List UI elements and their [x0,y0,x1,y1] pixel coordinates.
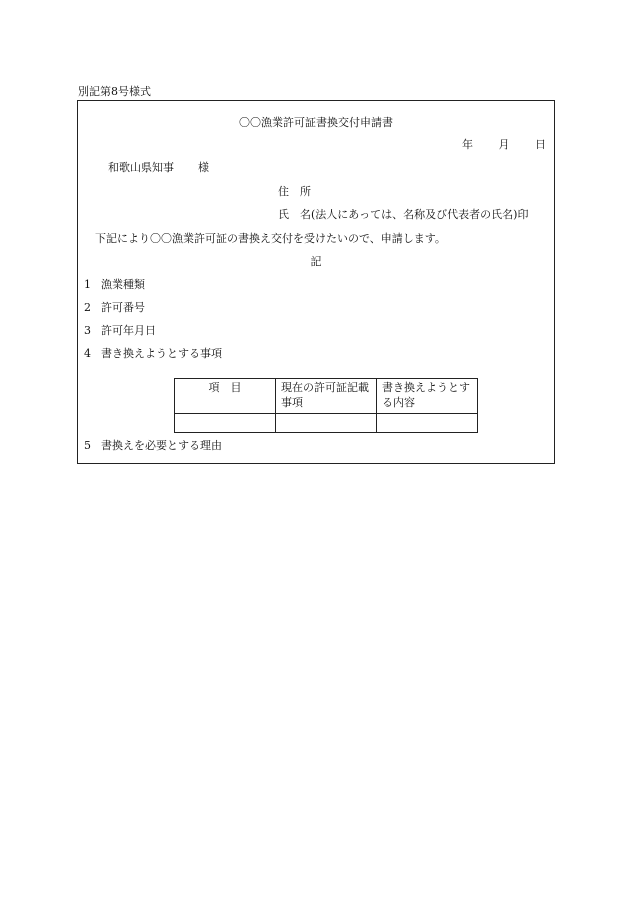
item-number: 4 [84,347,91,360]
item-label: 漁業種類 [101,278,145,291]
form-title: 〇〇漁業許可証書換交付申請書 [239,116,393,129]
addressee-name: 和歌山県知事 [108,161,174,174]
item-label: 書き換えようとする事項 [101,347,222,360]
item-permit-number [84,302,145,313]
table-header-new: 書き換えようとする内容 [377,379,478,414]
table-header-row [175,379,478,414]
date-month: 月 [498,138,510,151]
item-number: 1 [84,278,91,291]
item-label: 書換えを必要とする理由 [101,439,222,452]
item-label: 許可番号 [101,301,145,314]
item-fishery-type [84,279,145,290]
item-change-matters [84,348,222,359]
table-cell-current [276,413,377,432]
item-number: 3 [84,324,91,337]
date-day: 日 [535,138,546,151]
item-label: 許可年月日 [101,324,156,337]
table-header-current: 現在の許可証記載事項 [276,379,377,414]
change-matters-table [174,378,478,433]
item-number: 5 [84,439,91,452]
date-line [462,139,546,150]
table-header-item: 項 目 [175,379,276,414]
table-cell-item [175,413,276,432]
addressee-honorific: 様 [198,161,209,174]
ki-heading: 記 [310,255,322,268]
addressee [108,162,209,173]
item-reason [84,440,222,451]
table-row [175,413,478,432]
table-cell-new [377,413,478,432]
applicant-address-label: 住 所 [278,185,311,198]
application-form [77,100,555,464]
form-number-label: 別記第8号様式 [78,85,151,98]
date-year: 年 [462,138,473,151]
item-permit-date [84,325,156,336]
item-number: 2 [84,301,91,314]
applicant-name-label: 氏 名(法人にあっては、名称及び代表者の氏名)印 [278,208,529,221]
request-text: 下記により〇〇漁業許可証の書換え交付を受けたいので、申請します。 [95,232,446,245]
